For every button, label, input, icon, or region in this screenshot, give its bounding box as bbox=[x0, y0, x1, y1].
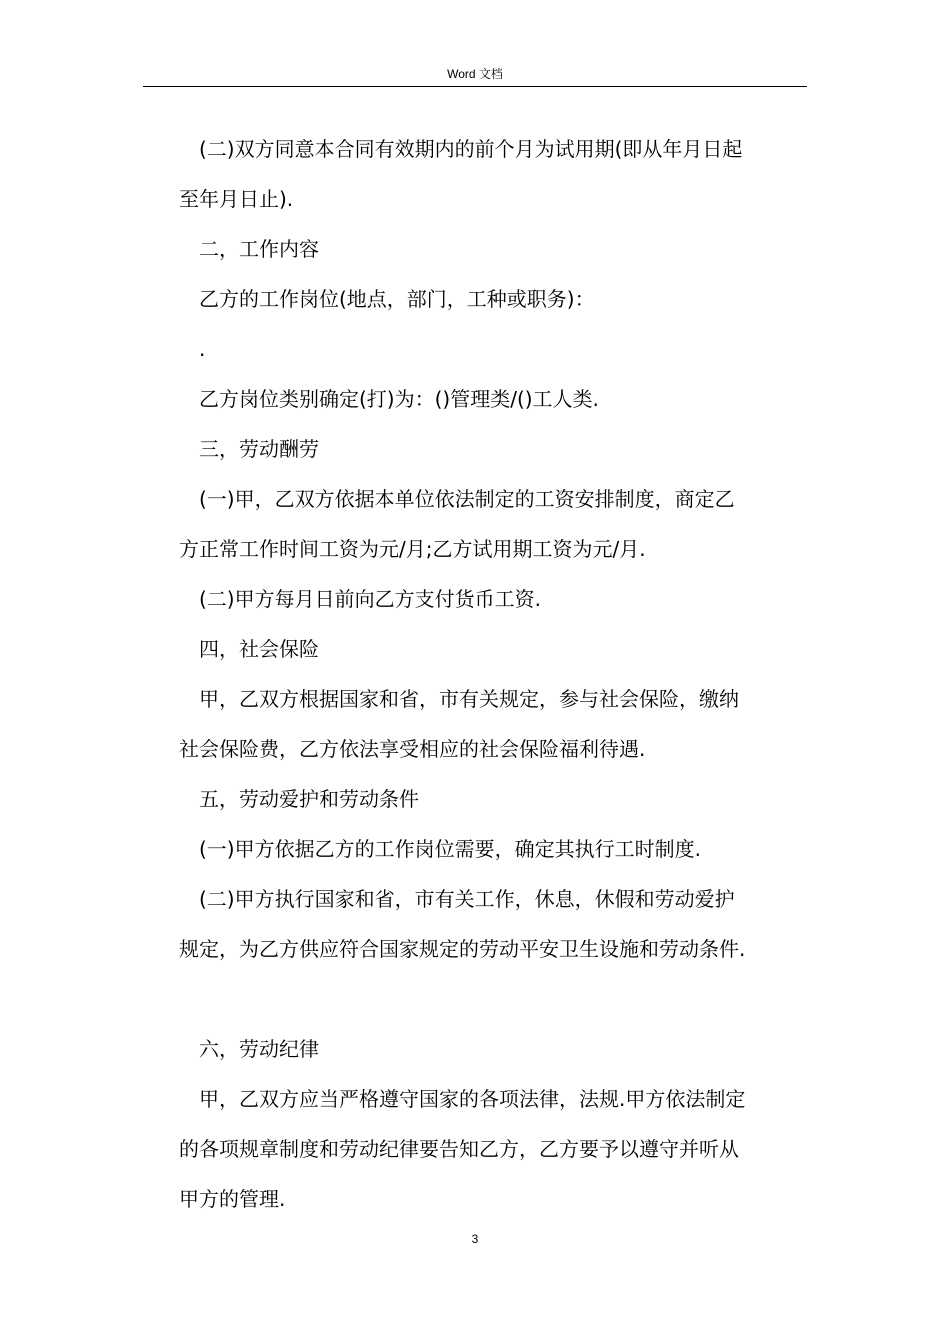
paragraph-job-position: 乙方的工作岗位(地点，部门，工种或职务)： bbox=[199, 287, 595, 311]
section-heading-labor-protection: 五，劳动爱护和劳动条件 bbox=[199, 787, 419, 811]
paragraph-discipline-line-2: 的各项规章制度和劳动纪律要告知乙方，乙方要予以遵守并听从 bbox=[179, 1137, 739, 1161]
header-rule bbox=[143, 86, 807, 87]
paragraph-job-category: 乙方岗位类别确定(打)为：()管理类/()工人类. bbox=[199, 387, 599, 411]
paragraph-blank-period: . bbox=[199, 337, 206, 361]
section-heading-work-content: 二，工作内容 bbox=[199, 237, 319, 261]
paragraph-insurance-line-1: 甲，乙双方根据国家和省，市有关规定，参与社会保险，缴纳 bbox=[199, 687, 739, 711]
paragraph-probation-line-1: (二)双方同意本合同有效期内的前个月为试用期(即从年月日起 bbox=[199, 137, 743, 161]
document-body bbox=[179, 124, 819, 1224]
paragraph-discipline-line-1: 甲，乙双方应当严格遵守国家的各项法律，法规.甲方依法制定 bbox=[199, 1087, 746, 1111]
page-header: Word 文档 bbox=[447, 67, 503, 81]
paragraph-probation-line-2: 至年月日止). bbox=[179, 187, 294, 211]
section-heading-remuneration: 三，劳动酬劳 bbox=[199, 437, 319, 461]
paragraph-wage-line-2: 方正常工作时间工资为元/月;乙方试用期工资为元/月. bbox=[179, 537, 646, 561]
section-heading-labor-discipline: 六，劳动纪律 bbox=[199, 1037, 319, 1061]
paragraph-working-hours: (一)甲方依据乙方的工作岗位需要，确定其执行工时制度. bbox=[199, 837, 701, 861]
page-number: 3 bbox=[471, 1232, 479, 1246]
paragraph-protection-line-2: 规定，为乙方供应符合国家规定的劳动平安卫生设施和劳动条件. bbox=[179, 937, 746, 961]
paragraph-insurance-line-2: 社会保险费，乙方依法享受相应的社会保险福利待遇. bbox=[179, 737, 646, 761]
paragraph-discipline-line-3: 甲方的管理. bbox=[179, 1187, 286, 1211]
paragraph-protection-line-1: (二)甲方执行国家和省，市有关工作，休息，休假和劳动爱护 bbox=[199, 887, 735, 911]
paragraph-wage-line-1: (一)甲，乙双方依据本单位依法制定的工资安排制度，商定乙 bbox=[199, 487, 735, 511]
paragraph-gap bbox=[179, 974, 819, 1024]
paragraph-wage-payment: (二)甲方每月日前向乙方支付货币工资. bbox=[199, 587, 541, 611]
section-heading-social-insurance: 四，社会保险 bbox=[199, 637, 319, 661]
